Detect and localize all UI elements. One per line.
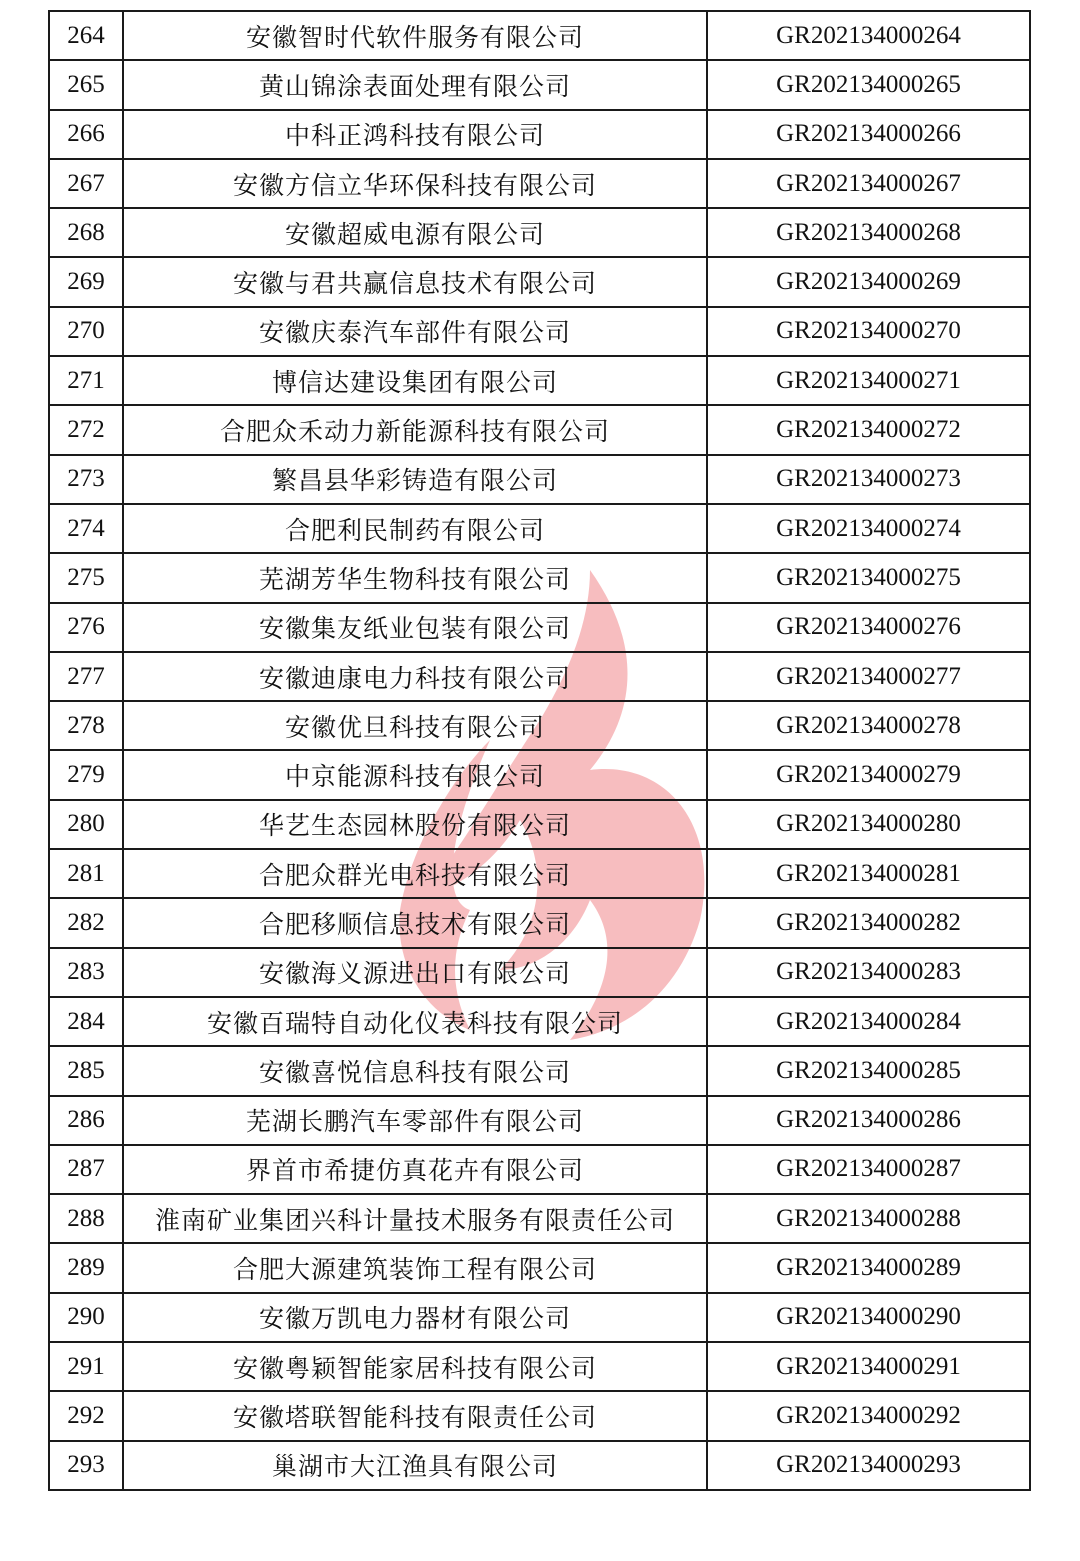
table-row [49, 1243, 1030, 1292]
company-name: 巢湖市大江渔具有限公司 [123, 1441, 707, 1490]
table-row [49, 1145, 1030, 1194]
company-name: 界首市希捷仿真花卉有限公司 [123, 1145, 707, 1194]
row-number: 292 [49, 1391, 123, 1440]
company-name: 安徽与君共赢信息技术有限公司 [123, 257, 707, 306]
row-number: 287 [49, 1145, 123, 1194]
row-number: 283 [49, 948, 123, 997]
certificate-code: GR202134000265 [707, 60, 1030, 109]
table-row [49, 1096, 1030, 1145]
certificate-code: GR202134000281 [707, 849, 1030, 898]
certificate-code: GR202134000282 [707, 898, 1030, 947]
table-row [49, 60, 1030, 109]
certificate-code: GR202134000268 [707, 208, 1030, 257]
certificate-code: GR202134000284 [707, 997, 1030, 1046]
row-number: 293 [49, 1441, 123, 1490]
certificate-code: GR202134000272 [707, 405, 1030, 454]
certificate-code: GR202134000286 [707, 1096, 1030, 1145]
certificate-code: GR202134000276 [707, 603, 1030, 652]
company-name: 安徽海义源进出口有限公司 [123, 948, 707, 997]
certificate-code: GR202134000279 [707, 750, 1030, 799]
company-name: 安徽优旦科技有限公司 [123, 701, 707, 750]
table-row [49, 1046, 1030, 1095]
company-name: 安徽百瑞特自动化仪表科技有限公司 [123, 997, 707, 1046]
row-number: 268 [49, 208, 123, 257]
certificate-code: GR202134000289 [707, 1243, 1030, 1292]
row-number: 275 [49, 553, 123, 602]
table-row [49, 997, 1030, 1046]
table-row [49, 159, 1030, 208]
table-row [49, 11, 1030, 60]
certificate-code: GR202134000267 [707, 159, 1030, 208]
table-row [49, 1342, 1030, 1391]
table-body [49, 11, 1030, 1490]
row-number: 291 [49, 1342, 123, 1391]
row-number: 278 [49, 701, 123, 750]
company-name: 安徽万凯电力器材有限公司 [123, 1293, 707, 1342]
company-name: 合肥利民制药有限公司 [123, 504, 707, 553]
company-name: 安徽迪康电力科技有限公司 [123, 652, 707, 701]
row-number: 274 [49, 504, 123, 553]
row-number: 270 [49, 307, 123, 356]
row-number: 285 [49, 1046, 123, 1095]
company-name: 合肥大源建筑装饰工程有限公司 [123, 1243, 707, 1292]
table-row [49, 1391, 1030, 1440]
company-name: 安徽庆泰汽车部件有限公司 [123, 307, 707, 356]
certificate-code: GR202134000274 [707, 504, 1030, 553]
company-name: 合肥众禾动力新能源科技有限公司 [123, 405, 707, 454]
row-number: 276 [49, 603, 123, 652]
certificate-code: GR202134000269 [707, 257, 1030, 306]
company-name: 芜湖芳华生物科技有限公司 [123, 553, 707, 602]
certificate-code: GR202134000288 [707, 1194, 1030, 1243]
row-number: 280 [49, 800, 123, 849]
row-number: 269 [49, 257, 123, 306]
certificate-code: GR202134000283 [707, 948, 1030, 997]
table-row [49, 701, 1030, 750]
company-name: 合肥众群光电科技有限公司 [123, 849, 707, 898]
certificate-code: GR202134000280 [707, 800, 1030, 849]
company-name: 芜湖长鹏汽车零部件有限公司 [123, 1096, 707, 1145]
certificate-code: GR202134000290 [707, 1293, 1030, 1342]
row-number: 266 [49, 110, 123, 159]
row-number: 267 [49, 159, 123, 208]
row-number: 288 [49, 1194, 123, 1243]
row-number: 290 [49, 1293, 123, 1342]
certificate-code: GR202134000291 [707, 1342, 1030, 1391]
row-number: 284 [49, 997, 123, 1046]
row-number: 282 [49, 898, 123, 947]
row-number: 281 [49, 849, 123, 898]
table-row [49, 898, 1030, 947]
company-name: 中京能源科技有限公司 [123, 750, 707, 799]
table-row [49, 405, 1030, 454]
row-number: 289 [49, 1243, 123, 1292]
company-name: 黄山锦涂表面处理有限公司 [123, 60, 707, 109]
table-row [49, 504, 1030, 553]
table-row [49, 849, 1030, 898]
certificate-code: GR202134000264 [707, 11, 1030, 60]
company-name: 安徽超威电源有限公司 [123, 208, 707, 257]
row-number: 279 [49, 750, 123, 799]
certificate-code: GR202134000275 [707, 553, 1030, 602]
certificate-code: GR202134000277 [707, 652, 1030, 701]
row-number: 272 [49, 405, 123, 454]
table-row [49, 603, 1030, 652]
table-row [49, 652, 1030, 701]
table-row [49, 356, 1030, 405]
row-number: 286 [49, 1096, 123, 1145]
table-row [49, 1293, 1030, 1342]
certificate-code: GR202134000270 [707, 307, 1030, 356]
enterprise-registry-table [48, 10, 1031, 1491]
certificate-code: GR202134000266 [707, 110, 1030, 159]
table-row [49, 1441, 1030, 1490]
row-number: 273 [49, 455, 123, 504]
company-name: 华艺生态园林股份有限公司 [123, 800, 707, 849]
table-row [49, 1194, 1030, 1243]
company-name: 安徽塔联智能科技有限责任公司 [123, 1391, 707, 1440]
certificate-code: GR202134000273 [707, 455, 1030, 504]
table-row [49, 110, 1030, 159]
company-name: 合肥移顺信息技术有限公司 [123, 898, 707, 947]
row-number: 271 [49, 356, 123, 405]
certificate-code: GR202134000287 [707, 1145, 1030, 1194]
company-name: 安徽粤颖智能家居科技有限公司 [123, 1342, 707, 1391]
table-row [49, 455, 1030, 504]
company-name: 安徽喜悦信息科技有限公司 [123, 1046, 707, 1095]
table-row [49, 750, 1030, 799]
table-row [49, 800, 1030, 849]
company-name: 繁昌县华彩铸造有限公司 [123, 455, 707, 504]
company-name: 安徽方信立华环保科技有限公司 [123, 159, 707, 208]
row-number: 264 [49, 11, 123, 60]
certificate-code: GR202134000271 [707, 356, 1030, 405]
certificate-code: GR202134000285 [707, 1046, 1030, 1095]
company-name: 淮南矿业集团兴科计量技术服务有限责任公司 [123, 1194, 707, 1243]
certificate-code: GR202134000278 [707, 701, 1030, 750]
table-row [49, 257, 1030, 306]
table-row [49, 307, 1030, 356]
table-row [49, 948, 1030, 997]
table-row [49, 553, 1030, 602]
company-name: 安徽智时代软件服务有限公司 [123, 11, 707, 60]
company-name: 安徽集友纸业包装有限公司 [123, 603, 707, 652]
company-name: 博信达建设集团有限公司 [123, 356, 707, 405]
certificate-code: GR202134000293 [707, 1441, 1030, 1490]
table-row [49, 208, 1030, 257]
company-name: 中科正鸿科技有限公司 [123, 110, 707, 159]
row-number: 277 [49, 652, 123, 701]
row-number: 265 [49, 60, 123, 109]
certificate-code: GR202134000292 [707, 1391, 1030, 1440]
